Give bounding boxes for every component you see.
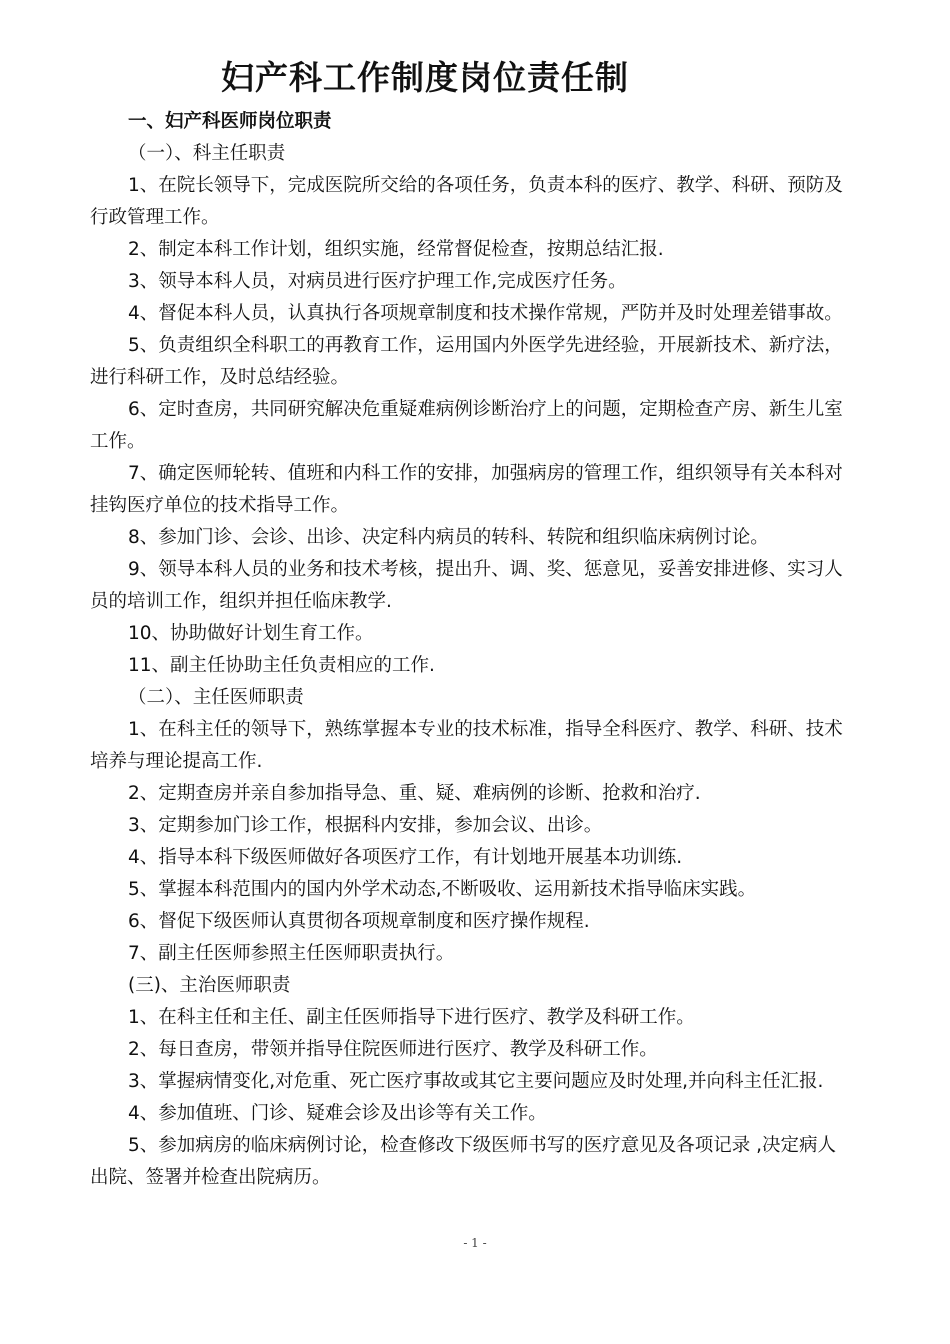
duty-item-text: 2、定期查房并亲自参加指导急、重、疑、难病例的诊断、抢救和治疗. [128,783,701,804]
duty-item [90,906,870,938]
duty-item [90,778,870,810]
duty-item-text: 7、确定医师轮转、值班和内科工作的安排，加强病房的管理工作，组织领导有关本科对 [128,463,843,484]
duty-item-continuation: 培养与理论提高工作. [90,751,263,772]
duty-item-continuation: 挂钩医疗单位的技术指导工作。 [90,495,350,516]
duty-item-text: 2、每日查房，带领并指导住院医师进行医疗、教学及科研工作。 [128,1039,658,1060]
duty-item-text: 4、指导本科下级医师做好各项医疗工作，有计划地开展基本功训练. [128,847,683,868]
duty-item [90,938,870,970]
duty-item [90,234,870,266]
duty-item-text: 1、在院长领导下，完成医院所交给的各项任务，负责本科的医疗、教学、科研、预防及 [128,175,843,196]
duty-item [90,1002,870,1034]
document-title: 妇产科工作制度岗位责任制 [221,58,629,97]
duty-item [90,714,870,778]
subsection-heading: （二）、主任医师职责 [128,687,304,708]
document-body [90,106,870,1194]
duty-item-text: 2、制定本科工作计划，组织实施，经常督促检查，按期总结汇报. [128,239,664,260]
duty-item-continuation: 进行科研工作，及时总结经验。 [90,367,350,388]
duty-item-text: 6、定时查房，共同研究解决危重疑难病例诊断治疗上的问题，定期检查产房、新生儿室 [128,399,843,420]
subsection-director [90,138,870,682]
duty-item [90,810,870,842]
duty-item [90,1098,870,1130]
duty-item-continuation: 出院、签署并检查出院病历。 [90,1167,331,1188]
duty-item [90,330,870,394]
duty-item [90,298,870,330]
duty-item [90,1034,870,1066]
duty-item [90,522,870,554]
duty-item [90,1130,870,1194]
duty-item-text: 5、掌握本科范围内的国内外学术动态,不断吸收、运用新技术指导临床实践。 [128,879,757,900]
duty-item [90,842,870,874]
duty-item-text: 5、参加病房的临床病例讨论，检查修改下级医师书写的医疗意见及各项记录 ,决定病人 [128,1135,837,1156]
duty-item-text: 6、督促下级医师认真贯彻各项规章制度和医疗操作规程. [128,911,590,932]
duty-item-text: 5、负责组织全科职工的再教育工作，运用国内外医学先进经验，开展新技术、新疗法， [128,335,843,356]
duty-item [90,266,870,298]
duty-item-text: 1、在科主任的领导下，熟练掌握本专业的技术标准，指导全科医疗、教学、科研、技术 [128,719,843,740]
duty-item-text: 3、领导本科人员，对病员进行医疗护理工作,完成医疗任务。 [128,271,627,292]
duty-item-text: 11、副主任协助主任负责相应的工作. [128,655,435,676]
duty-item-text: 3、定期参加门诊工作，根据科内安排，参加会议、出诊。 [128,815,603,836]
subsection-heading: (三)、主治医师职责 [128,975,291,996]
duty-item [90,618,870,650]
duty-item [90,394,870,458]
duty-item [90,458,870,522]
duty-item-text: 10、协助做好计划生育工作。 [128,623,374,644]
duty-item-continuation: 行政管理工作。 [90,207,220,228]
duty-item-continuation: 工作。 [90,431,146,452]
duty-item-text: 7、副主任医师参照主任医师职责执行。 [128,943,455,964]
duty-item-text: 4、参加值班、门诊、疑难会诊及出诊等有关工作。 [128,1103,547,1124]
section-heading: 一、妇产科医师岗位职责 [128,111,332,132]
duty-item [90,554,870,618]
duty-item [90,650,870,682]
page-number: - 1 - [463,1236,487,1250]
duty-item [90,170,870,234]
duty-item [90,874,870,906]
duty-item-text: 8、参加门诊、会诊、出诊、决定科内病员的转科、转院和组织临床病例讨论。 [128,527,769,548]
subsection-heading: （一）、科主任职责 [128,143,286,164]
duty-item-text: 3、掌握病情变化,对危重、死亡医疗事故或其它主要问题应及时处理,并向科主任汇报. [128,1071,824,1092]
subsection-chief-physician [90,682,870,970]
duty-item-text: 4、督促本科人员，认真执行各项规章制度和技术操作常规，严防并及时处理差错事故。 [128,303,843,324]
subsection-attending-physician [90,970,870,1194]
duty-item-text: 1、在科主任和主任、副主任医师指导下进行医疗、教学及科研工作。 [128,1007,695,1028]
duty-item-continuation: 员的培训工作，组织并担任临床教学. [90,591,392,612]
duty-item [90,1066,870,1098]
duty-item-text: 9、领导本科人员的业务和技术考核，提出升、调、奖、惩意见，妥善安排进修、实习人 [128,559,843,580]
